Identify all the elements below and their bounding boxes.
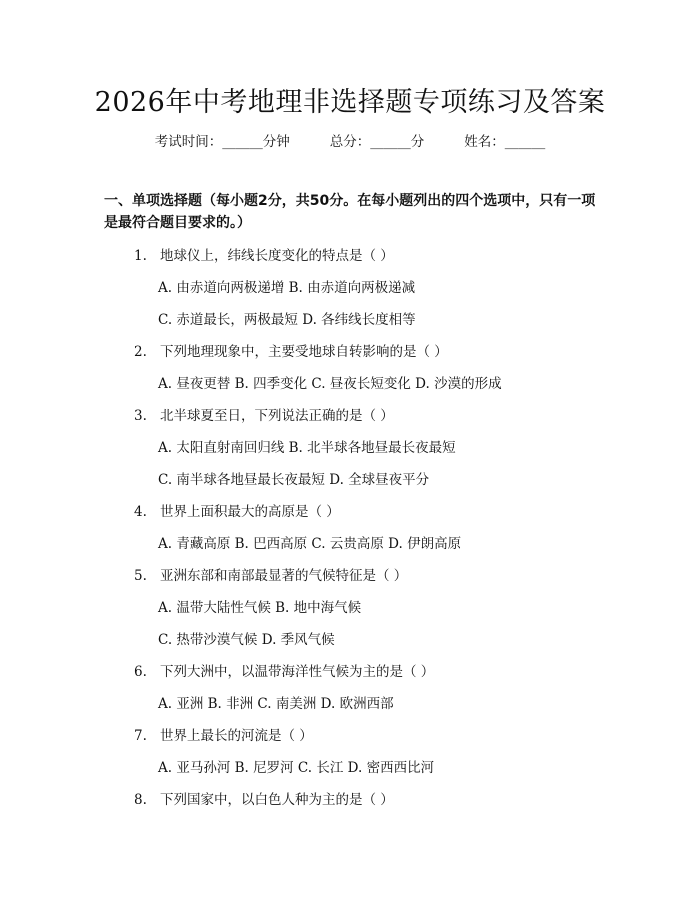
question-6-options: A. 亚洲 B. 非洲 C. 南美洲 D. 欧洲西部 bbox=[158, 696, 394, 712]
question-text: 地球仪上，纬线长度变化的特点是（ ） bbox=[160, 248, 394, 264]
question-1-options-a-b: A. 由赤道向两极递增 B. 由赤道向两极递减 bbox=[158, 280, 416, 296]
exam-score: 总分：______分 bbox=[329, 134, 425, 150]
question-text: 下列国家中，以白色人种为主的是（ ） bbox=[160, 792, 394, 808]
question-4 bbox=[134, 500, 340, 520]
question-2 bbox=[134, 340, 448, 360]
question-number: 1. bbox=[134, 248, 147, 264]
question-3 bbox=[134, 404, 394, 424]
section-heading: 一、单项选择题（每小题2分，共50分。在每小题列出的四个选项中，只有一项是最符合题目要求的。） bbox=[104, 193, 596, 231]
question-number: 3. bbox=[134, 408, 147, 424]
question-7 bbox=[134, 724, 313, 744]
page-title: 2026年中考地理非选择题专项练习及答案 bbox=[94, 87, 606, 118]
question-5-options-c-d: C. 热带沙漠气候 D. 季风气候 bbox=[158, 632, 335, 648]
question-4-options: A. 青藏高原 B. 巴西高原 C. 云贵高原 D. 伊朗高原 bbox=[158, 536, 462, 552]
question-number: 4. bbox=[134, 504, 147, 520]
question-number: 8. bbox=[134, 792, 147, 808]
exam-time: 考试时间：______分钟 bbox=[154, 134, 290, 150]
question-text: 亚洲东部和南部最显著的气候特征是（ ） bbox=[160, 568, 408, 584]
question-1-options-c-d: C. 赤道最长，两极最短 D. 各纬线长度相等 bbox=[158, 312, 416, 328]
question-8 bbox=[134, 788, 394, 808]
question-1 bbox=[134, 244, 394, 264]
question-3-options-c-d: C. 南半球各地昼最长夜最短 D. 全球昼夜平分 bbox=[158, 472, 430, 488]
question-7-options: A. 亚马孙河 B. 尼罗河 C. 长江 D. 密西西比河 bbox=[158, 760, 435, 776]
question-text: 世界上最长的河流是（ ） bbox=[160, 728, 313, 744]
question-5-options-a-b: A. 温带大陆性气候 B. 地中海气候 bbox=[158, 600, 362, 616]
question-5 bbox=[134, 564, 407, 584]
question-6 bbox=[134, 660, 434, 680]
question-text: 世界上面积最大的高原是（ ） bbox=[160, 504, 340, 520]
question-number: 5. bbox=[134, 568, 147, 584]
question-number: 2. bbox=[134, 344, 147, 360]
student-name: 姓名：______ bbox=[464, 134, 546, 150]
question-2-options: A. 昼夜更替 B. 四季变化 C. 昼夜长短变化 D. 沙漠的形成 bbox=[158, 376, 502, 392]
question-number: 6. bbox=[134, 664, 147, 680]
question-text: 下列大洲中，以温带海洋性气候为主的是（ ） bbox=[160, 664, 435, 680]
question-3-options-a-b: A. 太阳直射南回归线 B. 北半球各地昼最长夜最短 bbox=[158, 440, 456, 456]
exam-meta bbox=[0, 130, 700, 150]
question-text: 下列地理现象中，主要受地球自转影响的是（ ） bbox=[160, 344, 448, 360]
question-text: 北半球夏至日，下列说法正确的是（ ） bbox=[160, 408, 394, 424]
question-number: 7. bbox=[134, 728, 147, 744]
